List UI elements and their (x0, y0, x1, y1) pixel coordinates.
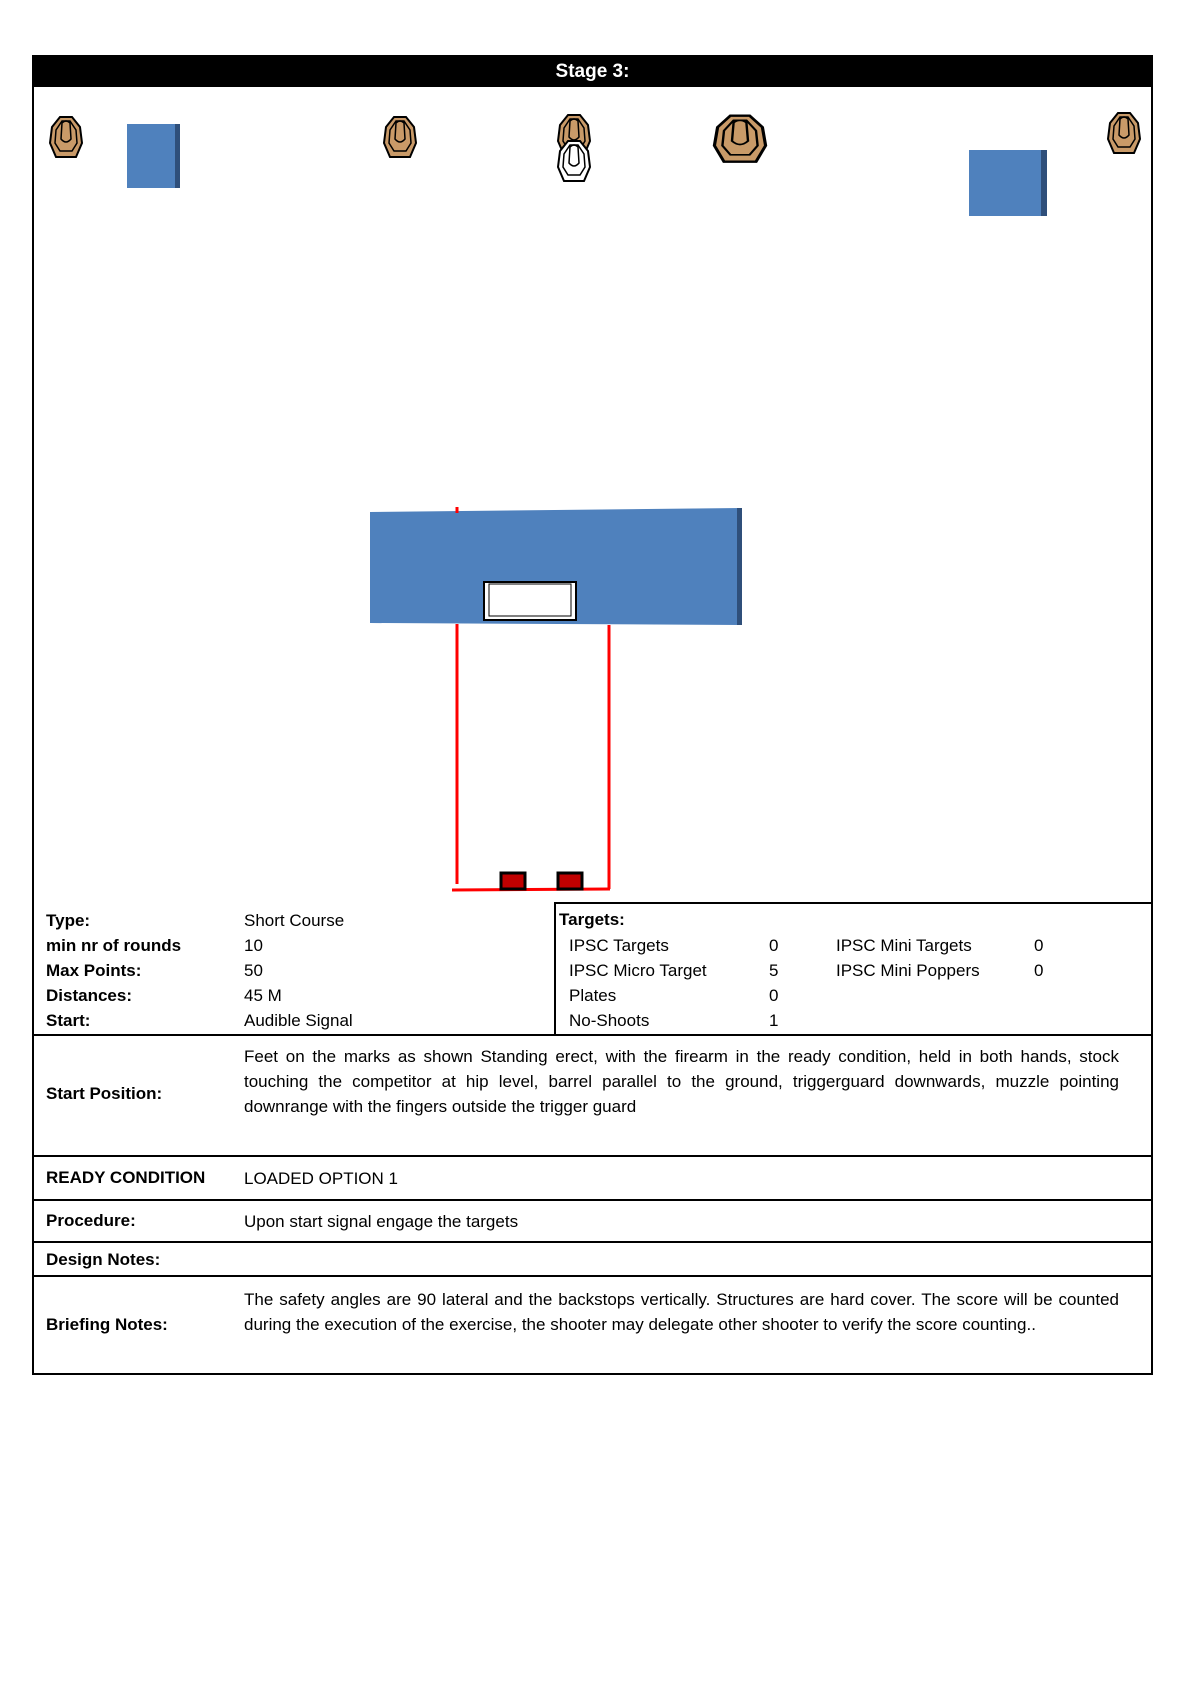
field-value: Audible Signal (244, 1011, 353, 1030)
window-port-icon (484, 582, 576, 620)
targets-box (554, 902, 1151, 1036)
briefing-notes-value: The safety angles are 90 lateral and the backstops vertically. Structures are hard cover. The score will be counted during the execution of the exercise, the shooter may delegate other shooter to verify the score counting.. (244, 1290, 1119, 1334)
targets-title: Targets: (559, 910, 625, 929)
barricade-icon (969, 150, 1047, 216)
target-name: IPSC Micro Target (569, 961, 707, 980)
ready-condition-value: LOADED OPTION 1 (244, 1169, 398, 1188)
target-name: Plates (569, 986, 617, 1005)
ipsc-micro-target-icon (714, 116, 765, 162)
procedure-row (34, 1199, 1151, 1242)
field-value: Short Course (244, 911, 345, 930)
field-value: 45 M (244, 986, 282, 1005)
barricade-icon (127, 124, 180, 188)
no-shoot-target-icon (558, 141, 590, 181)
ipsc-micro-target-icon (50, 117, 82, 157)
briefing-notes-row (34, 1275, 1151, 1373)
procedure-value: Upon start signal engage the targets (244, 1212, 519, 1231)
procedure-label: Procedure: (46, 1211, 136, 1230)
start-position-row (34, 1034, 1151, 1155)
stage-fields (34, 902, 554, 1036)
ipsc-micro-target-icon (1108, 113, 1140, 153)
target-count: 0 (769, 986, 779, 1005)
design-notes-row (34, 1241, 1151, 1276)
ready-condition-label: READY CONDITION (46, 1168, 206, 1187)
field-label: Distances: (46, 986, 132, 1005)
field-label: Type: (46, 911, 91, 930)
field-label: Start: (46, 1011, 91, 1030)
stage-title: Stage 3: (34, 57, 1151, 87)
start-position-value: Feet on the marks as shown Standing erect, with the firearm in the ready condition, held in both hands, stock touching the competitor at hip level, barrel parallel to the ground, triggerguard downwards, muzzle pointing downrange with the fingers outside the trigger guard (244, 1047, 1119, 1116)
target-name: IPSC Mini Targets (836, 936, 972, 955)
target-name: IPSC Mini Poppers (836, 961, 980, 980)
stage-diagram (34, 87, 1151, 902)
field-label: Max Points: (46, 961, 142, 980)
target-count: 5 (769, 961, 779, 980)
foot-mark-icon (558, 873, 582, 889)
field-value: 50 (244, 961, 263, 980)
target-name: No-Shoots (569, 1011, 650, 1030)
target-count: 0 (769, 936, 779, 955)
stage-sheet (32, 55, 1153, 1375)
field-label: min nr of rounds (46, 936, 182, 955)
stage-info (34, 902, 1151, 1036)
target-name: IPSC Targets (569, 936, 669, 955)
ipsc-micro-target-icon (384, 117, 416, 157)
field-value: 10 (244, 936, 263, 955)
foot-mark-icon (501, 873, 525, 889)
briefing-notes-label: Briefing Notes: (46, 1315, 168, 1334)
target-count: 0 (1034, 961, 1044, 980)
target-count: 1 (769, 1011, 779, 1030)
start-position-label: Start Position: (46, 1084, 163, 1103)
target-count: 0 (1034, 936, 1044, 955)
design-notes-label: Design Notes: (46, 1250, 161, 1269)
ready-condition-row (34, 1155, 1151, 1200)
